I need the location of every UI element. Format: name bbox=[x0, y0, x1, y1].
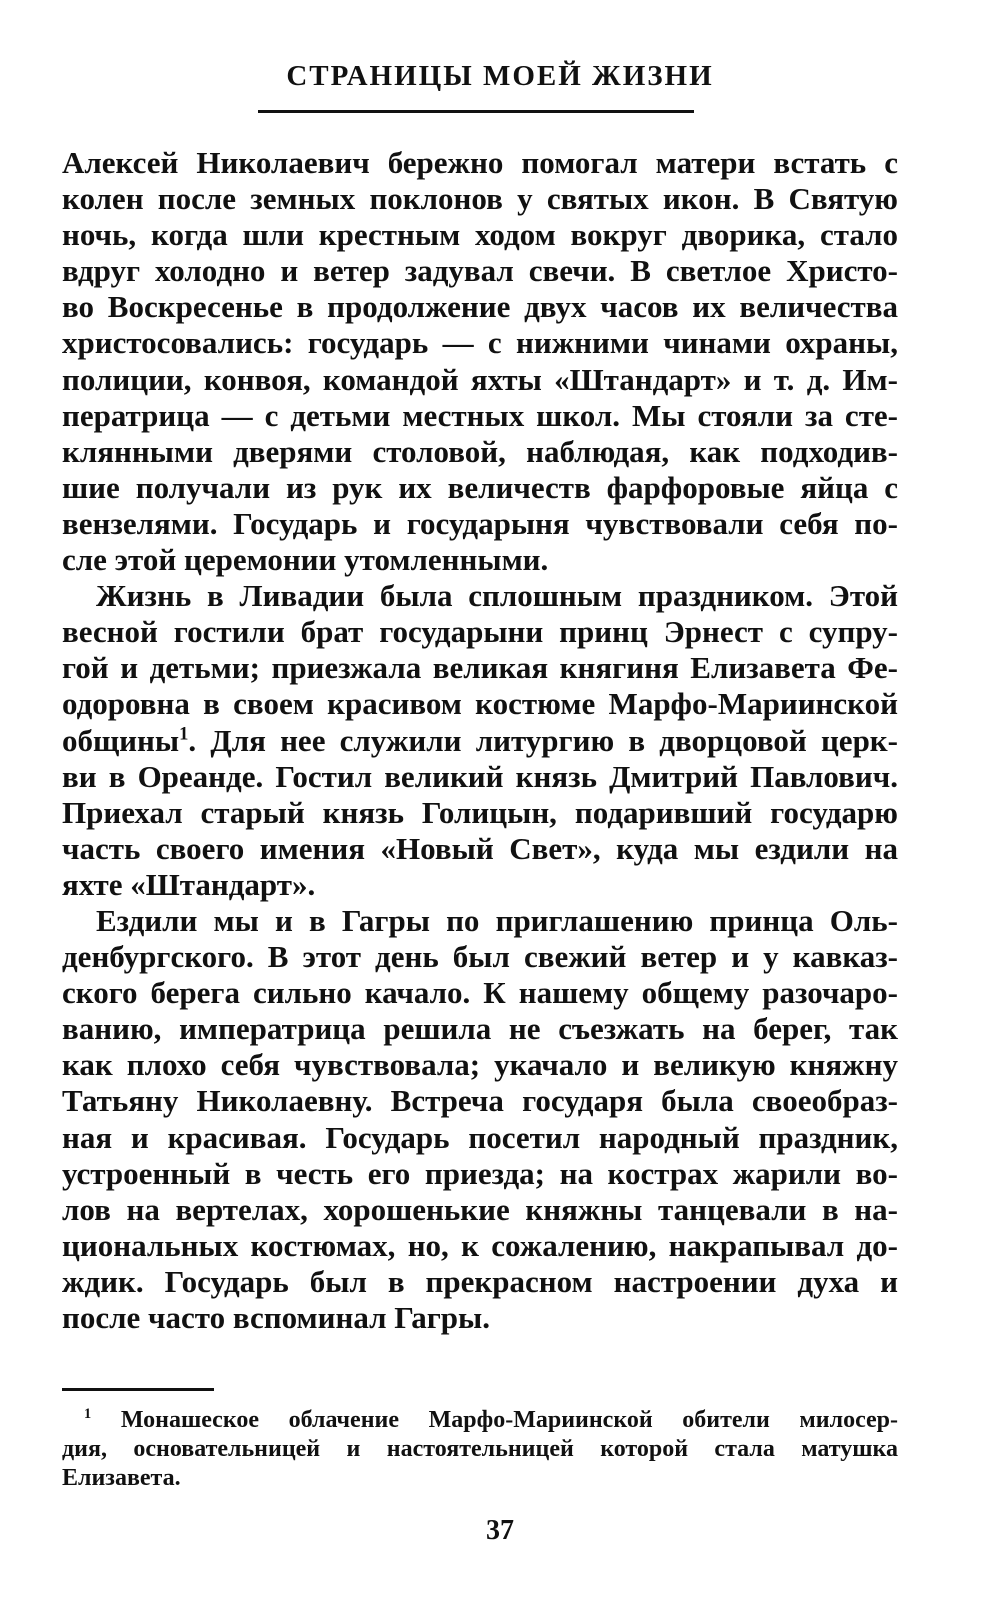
text-line: Алексей Николаевич бережно помогал матери встать с bbox=[62, 145, 898, 180]
text-fragment: общины bbox=[62, 722, 180, 758]
text-line: Приехал старый князь Голицын, подаривший государю bbox=[62, 794, 898, 830]
text-line: ждик. Государь был в прекрасном настроении духа и bbox=[62, 1263, 898, 1299]
footnote-line bbox=[62, 1406, 898, 1435]
text-line: христосовались: государь — с нижними чинами охраны, bbox=[62, 325, 898, 361]
text-line: ная и красивая. Государь посетил народный праздник, bbox=[62, 1119, 898, 1155]
footnote bbox=[62, 1406, 898, 1493]
text-line: Ездили мы и в Гагры по приглашению принца Оль- bbox=[96, 902, 898, 938]
text-fragment: . Для нее служили литургию в дворцовой церк- bbox=[188, 722, 898, 758]
text-line: после часто вспоминал Гагры. bbox=[62, 1300, 491, 1335]
text-line: полиции, конвоя, командой яхты «Штандарт» и т. д. Им- bbox=[62, 361, 898, 397]
text-line: гой и детьми; приезжала великая княгиня Елизавета Фе- bbox=[62, 650, 898, 686]
text-line: Татьяну Николаевну. Встреча государя была своеобраз- bbox=[62, 1083, 898, 1119]
text-line: ванию, императрица решила не съезжать на берег, так bbox=[62, 1011, 898, 1047]
text-line: весной гостили брат государыни принц Эрнест с супру- bbox=[62, 614, 898, 650]
text-line: вдруг холодно и ветер задувал свечи. В светлое Христо- bbox=[62, 253, 898, 289]
text-line: шие получали из рук их величеств фарфоровые яйца с bbox=[62, 469, 898, 505]
text-line: как плохо себя чувствовала; укачало и великую княжну bbox=[62, 1047, 898, 1083]
footnote-reference: 1 bbox=[179, 723, 189, 745]
text-line: клянными дверями столовой, наблюдая, как подходив- bbox=[62, 433, 898, 469]
text-line: одоровна в своем красивом костюме Марфо-Мариинской bbox=[62, 686, 898, 722]
text-line: ночь, когда шли крестным ходом вокруг дворика, стало bbox=[62, 217, 898, 253]
body-text bbox=[62, 145, 898, 1336]
page-number: 37 bbox=[486, 1515, 514, 1546]
footnote-mark: 1 bbox=[84, 1406, 92, 1422]
footnote-line: дия, основательницей и настоятельницей которой стала матушка bbox=[62, 1436, 898, 1462]
footnote-rule bbox=[62, 1388, 214, 1391]
text-line: ви в Ореанде. Гостил великий князь Дмитрий Павлович. bbox=[62, 758, 898, 794]
text-line: ского берега сильно качало. К нашему общему разочаро- bbox=[62, 975, 898, 1011]
text-line-with-footnote bbox=[62, 723, 898, 759]
text-line: устроенный в честь его приезда; на кострах жарили во- bbox=[62, 1155, 898, 1191]
text-line: во Воскресенье в продолжение двух часов их величества bbox=[62, 289, 898, 325]
footnote-line: Елизавета. bbox=[62, 1465, 181, 1491]
text-line: денбургского. В этот день был свежий ветер и у кавказ- bbox=[62, 939, 898, 975]
text-line: вензелями. Государь и государыня чувствовали себя по- bbox=[62, 505, 898, 541]
footnote-text: Монашеское облачение Марфо-Мариинской обители милосер- bbox=[120, 1407, 898, 1433]
text-line: сле этой церемонии утомленными. bbox=[62, 542, 549, 578]
text-line: лов на вертелах, хорошенькие княжны танцевали в на- bbox=[62, 1191, 898, 1227]
text-line: Жизнь в Ливадии была сплошным праздником. Этой bbox=[96, 578, 898, 614]
text-line: часть своего имения «Новый Свет», куда мы ездили на bbox=[62, 830, 898, 866]
text-line: ператрица — с детьми местных школ. Мы стояли за сте- bbox=[62, 397, 898, 433]
running-head: СТРАНИЦЫ МОЕЙ ЖИЗНИ bbox=[286, 60, 714, 92]
text-line: колен после земных поклонов у святых икон. В Святую bbox=[62, 181, 898, 217]
text-line: яхте «Штандарт». bbox=[62, 866, 316, 902]
running-head-rule bbox=[258, 110, 694, 113]
text-line: циональных костюмах, но, к сожалению, накрапывал до- bbox=[62, 1227, 898, 1263]
